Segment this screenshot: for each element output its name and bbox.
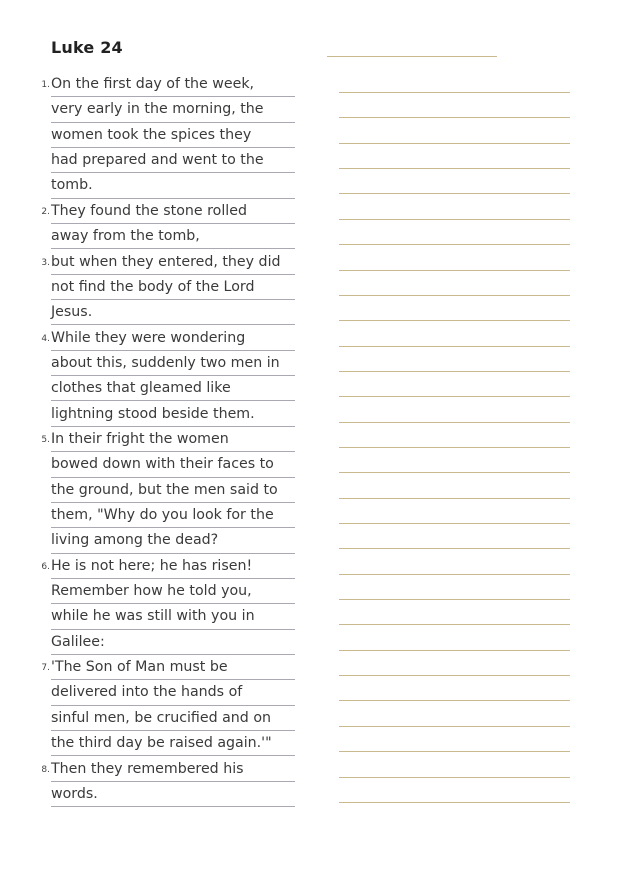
writing-line[interactable] <box>339 346 570 347</box>
writing-line[interactable] <box>339 117 570 118</box>
verse-text: delivered into the hands of <box>51 684 243 701</box>
writing-line[interactable] <box>339 447 570 448</box>
verse-line <box>51 680 295 705</box>
verse-text: On the first day of the week, <box>51 76 255 92</box>
writing-line[interactable] <box>339 472 570 473</box>
verse-line <box>51 351 295 376</box>
verse-text: Galilee: <box>51 633 105 650</box>
verse-text: words. <box>51 785 98 802</box>
verse-text: Then they remembered his <box>51 760 244 777</box>
verse-text: living among the dead? <box>51 532 219 549</box>
writing-line[interactable] <box>339 371 570 372</box>
page-title: Luke 24 <box>51 38 123 57</box>
writing-line[interactable] <box>339 498 570 499</box>
verse-text: very early in the morning, the <box>51 101 264 118</box>
verse-line <box>41 72 295 97</box>
writing-line[interactable] <box>339 777 570 778</box>
verse-line <box>51 224 295 249</box>
verse-text: bowed down with their faces to <box>51 456 274 473</box>
writing-line[interactable] <box>339 143 570 144</box>
verse-line <box>51 503 295 528</box>
verse-number: 6. <box>41 561 50 572</box>
verse-text: but when they entered, they did <box>51 253 281 270</box>
writing-line[interactable] <box>339 270 570 271</box>
writing-line[interactable] <box>339 523 570 524</box>
verse-text: the ground, but the men said to <box>51 481 278 498</box>
verse-text: 'The Son of Man must be <box>51 659 228 676</box>
verse-text: away from the tomb, <box>51 228 200 245</box>
verse-text: had prepared and went to the <box>51 152 264 169</box>
verse-line <box>51 300 295 325</box>
writing-line[interactable] <box>339 700 570 701</box>
verse-text: He is not here; he has risen! <box>51 557 253 574</box>
verse-line <box>51 452 295 477</box>
verse-line <box>41 427 295 452</box>
verse-number: 7. <box>41 663 50 674</box>
verse-line <box>51 148 295 173</box>
verse-line <box>41 554 295 579</box>
verse-line <box>51 731 295 756</box>
verse-text: sinful men, be crucified and on <box>51 709 271 726</box>
verse-text: They found the stone rolled <box>51 202 247 219</box>
verse-number: 3. <box>41 257 50 268</box>
verse-text: In their fright the women <box>51 430 229 447</box>
writing-line[interactable] <box>339 320 570 321</box>
writing-line[interactable] <box>339 168 570 169</box>
verse-number: 1. <box>41 80 50 90</box>
verse-number: 4. <box>41 333 50 344</box>
verse-number: 2. <box>41 206 50 217</box>
verse-text: women took the spices they <box>51 126 252 143</box>
verse-text: tomb. <box>51 177 93 194</box>
writing-line[interactable] <box>339 396 570 397</box>
writing-line[interactable] <box>339 295 570 296</box>
verse-line <box>51 604 295 629</box>
verse-text: clothes that gleamed like <box>51 380 231 397</box>
writing-line[interactable] <box>339 92 570 93</box>
verse-text: While they were wondering <box>51 329 246 346</box>
writing-line[interactable] <box>339 548 570 549</box>
verse-line <box>51 97 295 122</box>
writing-line[interactable] <box>339 675 570 676</box>
writing-line[interactable] <box>339 599 570 600</box>
writing-line[interactable] <box>339 193 570 194</box>
verse-number: 8. <box>41 764 50 775</box>
verse-text: the third day be raised again.'" <box>51 735 272 752</box>
verse-line <box>51 376 295 401</box>
writing-line[interactable] <box>339 219 570 220</box>
writing-line[interactable] <box>339 650 570 651</box>
verse-line <box>51 630 295 655</box>
verse-number: 5. <box>41 434 50 445</box>
writing-line[interactable] <box>339 244 570 245</box>
verse-line <box>41 757 295 782</box>
verse-text: Jesus. <box>51 304 93 321</box>
verse-text: lightning stood beside them. <box>51 405 255 422</box>
verse-line <box>51 579 295 604</box>
verse-line <box>51 173 295 198</box>
name-blank-line <box>327 56 497 57</box>
verse-line <box>41 655 295 680</box>
verse-line <box>41 326 295 351</box>
writing-line[interactable] <box>339 802 570 803</box>
writing-line[interactable] <box>339 624 570 625</box>
verse-line <box>51 123 295 148</box>
verse-text: about this, suddenly two men in <box>51 354 280 371</box>
verse-text: while he was still with you in <box>51 608 255 625</box>
writing-line[interactable] <box>339 726 570 727</box>
verse-line <box>51 275 295 300</box>
writing-line[interactable] <box>339 751 570 752</box>
verse-line <box>51 706 295 731</box>
verse-text: Remember how he told you, <box>51 583 252 599</box>
verse-line <box>51 402 295 427</box>
verse-line <box>51 528 295 553</box>
verse-text: not find the body of the Lord <box>51 278 255 295</box>
verse-text: them, "Why do you look for the <box>51 507 274 523</box>
verse-line <box>51 478 295 503</box>
writing-line[interactable] <box>339 422 570 423</box>
verse-line <box>51 782 295 807</box>
verse-line <box>41 199 295 224</box>
verse-line <box>41 250 295 275</box>
writing-line[interactable] <box>339 574 570 575</box>
